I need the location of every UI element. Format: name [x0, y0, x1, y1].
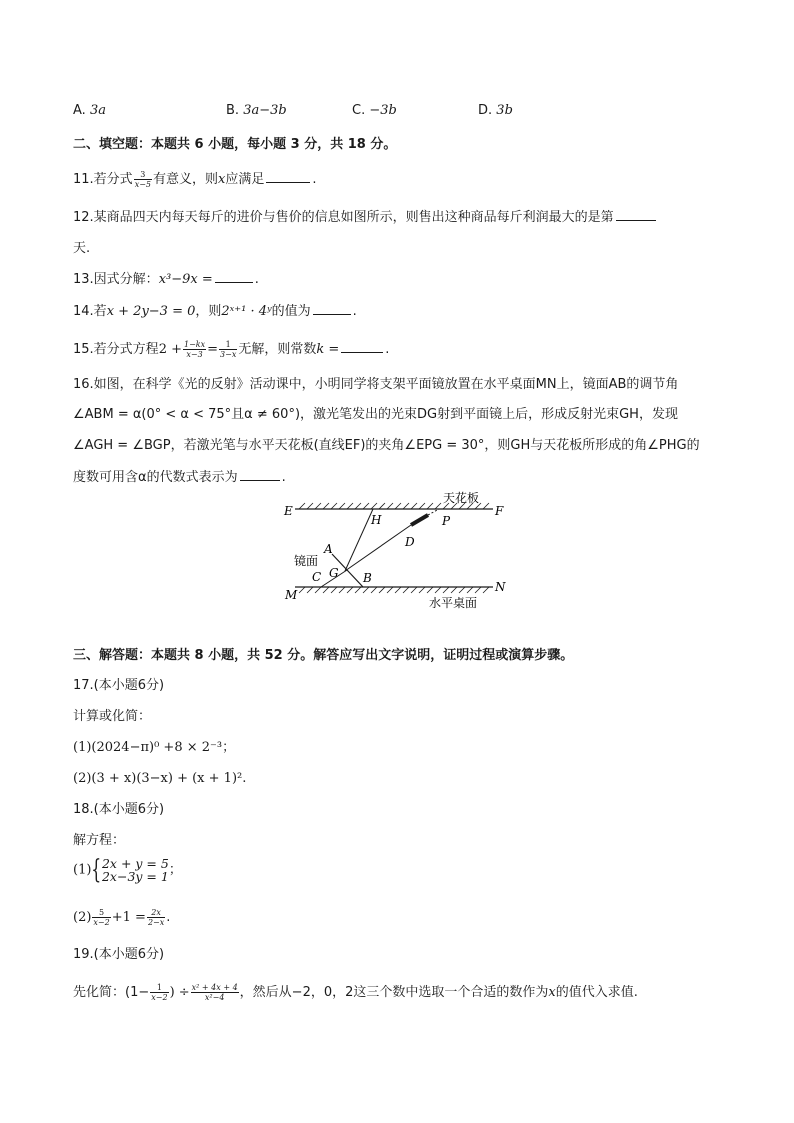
label-ceiling: 天花板 — [443, 491, 480, 505]
question-19-body: 先化简：(1− $\frac{1}{x-2}$ ) ÷ $\frac{\text{x² + 4x + 4}}{\text{x²−4}}$ ，然后从−2，0，2这三个数中选取一个合适的数作为x的值代入求值. — [73, 983, 638, 1002]
fraction: $\frac{1}{3-x}$ — [220, 340, 237, 359]
question-16-line2: ∠ABM = α(0° < α < 75°且α ≠ 60°)，激光笔发出的光束DG射到平面镜上后，形成反射光束GH，发现 — [73, 407, 678, 422]
label-B: B — [363, 571, 372, 585]
answer-blank[interactable] — [240, 468, 280, 481]
equation-system: 2x + y = 5 2x−3y = 1 — [101, 856, 169, 884]
fraction: $\frac{\text{x² + 4x + 4}}{\text{x²−4}}$ — [191, 983, 238, 1002]
label-C: C — [312, 570, 322, 584]
answer-blank[interactable] — [341, 340, 383, 353]
fraction: $\frac{1}{x-2}$ — [151, 983, 168, 1002]
fraction: $\frac{1-kx}{x-3}$ — [183, 340, 206, 359]
label-N: N — [495, 580, 506, 594]
question-17-head: 17.(本小题6分) — [73, 678, 165, 693]
fraction: $\frac{2x}{2-x}$ — [147, 908, 165, 927]
label-H: H — [371, 513, 382, 527]
label-F: F — [495, 504, 504, 518]
question-19-head: 19.(本小题6分) — [73, 947, 165, 962]
option-a: A. 3a — [73, 103, 106, 118]
question-17-part2: (2)(3 + x)(3−x) + (x + 1)². — [73, 771, 247, 786]
answer-blank[interactable] — [215, 270, 253, 283]
fraction: $\frac{5}{x-2}$ — [93, 908, 110, 927]
table-hatch — [299, 587, 489, 593]
label-E: E — [284, 504, 293, 518]
question-17-instr: 计算或化简： — [73, 709, 152, 724]
question-13: 13.因式分解：x³−9x = . — [73, 272, 259, 287]
question-16-line1: 16.如图，在科学《光的反射》活动课中，小明同学将支架平面镜放置在水平桌面MN上，镜面AB的调节角 — [73, 377, 679, 392]
question-18-part1: (1){ 2x + y = 5 2x−3y = 1 ； — [73, 855, 182, 885]
laser-pen — [411, 515, 428, 525]
question-12: 12.某商品四天内每天每斤的进价与售价的信息如图所示，则售出这种商品每斤利润最大的是第 — [73, 208, 658, 227]
question-12-cont: 天. — [73, 241, 91, 256]
question-11: 11.若分式 $\frac{3}{x-5}$ 有意义，则x应满足 . — [73, 170, 317, 189]
question-18-part2: (2) $\frac{5}{x-2}$ +1 = $\frac{2x}{2-x}$ . — [73, 908, 171, 927]
option-d: D. 3b — [478, 103, 513, 118]
brace-icon: { — [91, 855, 102, 885]
question-16-line4: 度数可用含α的代数式表示为 . — [73, 470, 286, 485]
option-c: C. −3b — [352, 103, 397, 118]
section2-title: 二、填空题：本题共 6 小题，每小题 3 分，共 18 分。 — [73, 137, 397, 152]
question-17-part1: (1)(2024−π)⁰ +8 × 2⁻³； — [73, 740, 236, 755]
reflection-figure — [275, 485, 525, 610]
label-A: A — [324, 542, 333, 556]
answer-blank[interactable] — [266, 170, 310, 183]
question-18-head: 18.(本小题6分) — [73, 802, 165, 817]
label-M: M — [285, 588, 298, 602]
label-mirror: 镜面 — [294, 554, 319, 568]
question-14: 14.若x + 2y−3 = 0，则2ˣ⁺¹ · 4ʸ的值为 . — [73, 304, 357, 319]
label-D: D — [405, 535, 415, 549]
section3-title: 三、解答题：本题共 8 小题，共 52 分。解答应写出文字说明，证明过程或演算步骤。 — [73, 648, 574, 663]
question-18-instr: 解方程： — [73, 833, 126, 848]
option-b: B. 3a−3b — [226, 103, 287, 118]
fraction: $\frac{3}{x-5}$ — [134, 170, 151, 189]
question-16-line3: ∠AGH = ∠BGP，若激光笔与水平天花板(直线EF)的夹角∠EPG = 30°，则GH与天花板所形成的角∠PHG的 — [73, 438, 700, 453]
answer-blank[interactable] — [616, 208, 656, 221]
label-P: P — [442, 514, 451, 528]
dashed-extension — [428, 509, 439, 515]
label-table: 水平桌面 — [429, 596, 478, 610]
answer-blank[interactable] — [313, 302, 351, 315]
question-15: 15.若分式方程2 + $\frac{1-kx}{x-3}$ = $\frac{1}{3-x}$ 无解，则常数k = . — [73, 340, 390, 359]
label-G: G — [329, 566, 339, 580]
